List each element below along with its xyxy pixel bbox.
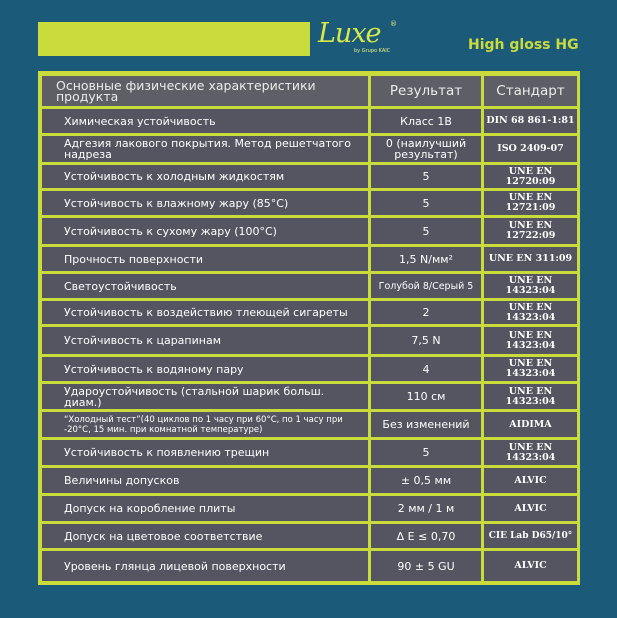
row-9-property: Устойчивость к водяному пару bbox=[42, 357, 368, 381]
row-13-standard: ALVIC bbox=[484, 468, 577, 493]
row-15-result: Δ E ≤ 0,70 bbox=[371, 524, 481, 548]
row-1-result: 0 (наилучший результат) bbox=[371, 136, 481, 162]
row-15-property: Допуск на цветовое соответствие bbox=[42, 524, 368, 548]
row-4-standard: UNE EN 12722:09 bbox=[484, 218, 577, 244]
row-16-standard: ALVIC bbox=[484, 551, 577, 581]
product-name: High gloss HG bbox=[468, 37, 579, 53]
row-1-property: Адгезия лакового покрытия. Метод решетчатого надреза bbox=[42, 136, 368, 162]
row-10-property: Ударoустойчивость (стальной шарик больш. диам.) bbox=[42, 384, 368, 409]
row-13-property: Величины допусков bbox=[42, 468, 368, 493]
row-13-result: ± 0,5 мм bbox=[371, 468, 481, 493]
row-5-property: Прочность поверхности bbox=[42, 247, 368, 271]
header-result: Результат bbox=[371, 76, 481, 106]
row-4-property: Устойчивость к сухому жару (100°C) bbox=[42, 218, 368, 244]
row-7-result: 2 bbox=[371, 301, 481, 324]
row-10-standard: UNE EN 14323:04 bbox=[484, 384, 577, 409]
row-2-standard: UNE EN 12720:09 bbox=[484, 165, 577, 188]
row-6-property: Светоустойчивость bbox=[42, 274, 368, 298]
row-14-standard: ALVIC bbox=[484, 496, 577, 521]
row-15-standard: CIE Lab D65/10° bbox=[484, 524, 577, 548]
header-banner bbox=[38, 22, 310, 56]
row-9-standard: UNE EN 14323:04 bbox=[484, 357, 577, 381]
row-11-standard: AIDIMA bbox=[484, 412, 577, 437]
row-11-property: “Холодный тест”(40 циклов по 1 часу при 60°C, по 1 часу при -20°C, 15 мин. при комнатной температуре) bbox=[42, 412, 368, 437]
row-14-property: Допуск на коробление плиты bbox=[42, 496, 368, 521]
row-10-result: 110 см bbox=[371, 384, 481, 409]
registered-mark: ® bbox=[390, 20, 397, 28]
header-property: Основные физические характеристики продукта bbox=[42, 76, 368, 106]
row-8-standard: UNE EN 14323:04 bbox=[484, 327, 577, 354]
row-7-property: Устойчивость к воздействию тлеющей сигареты bbox=[42, 301, 368, 324]
row-6-standard: UNE EN 14323:04 bbox=[484, 274, 577, 298]
logo-subtext: by Grupo KAIC bbox=[354, 48, 391, 54]
row-0-property: Химическая устойчивость bbox=[42, 109, 368, 133]
row-11-result: Без изменений bbox=[371, 412, 481, 437]
row-2-result: 5 bbox=[371, 165, 481, 188]
row-12-result: 5 bbox=[371, 440, 481, 465]
row-4-result: 5 bbox=[371, 218, 481, 244]
row-16-property: Уровень глянца лицевой поверхности bbox=[42, 551, 368, 581]
row-12-standard: UNE EN 14323:04 bbox=[484, 440, 577, 465]
row-8-result: 7,5 N bbox=[371, 327, 481, 354]
row-6-result: Голубой 8/Серый 5 bbox=[371, 274, 481, 298]
row-3-result: 5 bbox=[371, 191, 481, 215]
row-2-property: Устойчивость к холодным жидкостям bbox=[42, 165, 368, 188]
row-16-result: 90 ± 5 GU bbox=[371, 551, 481, 581]
row-5-result: 1,5 N/мм² bbox=[371, 247, 481, 271]
row-0-standard: DIN 68 861-1:81 bbox=[484, 109, 577, 133]
row-7-standard: UNE EN 14323:04 bbox=[484, 301, 577, 324]
logo-text: Luxe bbox=[318, 18, 381, 49]
row-8-property: Устойчивость к царапинам bbox=[42, 327, 368, 354]
row-1-standard: ISO 2409-07 bbox=[484, 136, 577, 162]
header-standard: Стандарт bbox=[484, 76, 577, 106]
row-12-property: Устойчивость к появлению трещин bbox=[42, 440, 368, 465]
row-0-result: Класс 1B bbox=[371, 109, 481, 133]
row-3-standard: UNE EN 12721:09 bbox=[484, 191, 577, 215]
row-14-result: 2 мм / 1 м bbox=[371, 496, 481, 521]
row-3-property: Устойчивость к влажному жару (85°C) bbox=[42, 191, 368, 215]
brand-logo bbox=[318, 20, 408, 58]
row-9-result: 4 bbox=[371, 357, 481, 381]
row-5-standard: UNE EN 311:09 bbox=[484, 247, 577, 271]
